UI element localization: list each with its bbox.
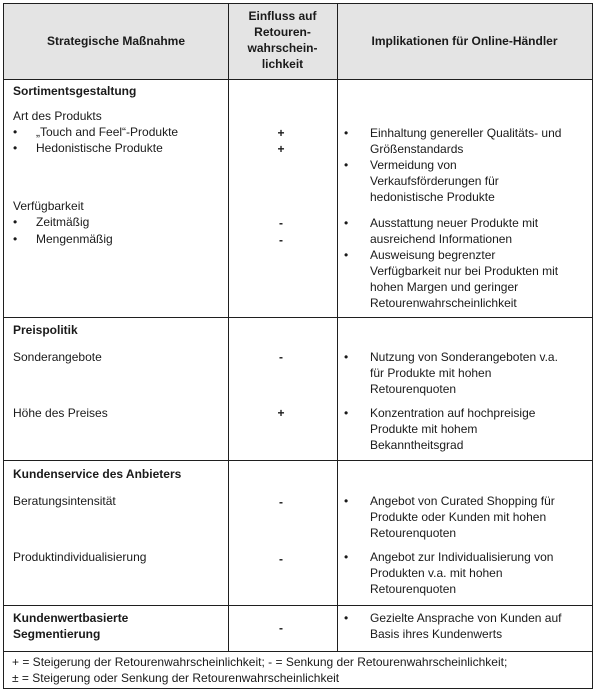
bullet-icon: • [344,494,349,508]
header-influence-line1: Einfluss auf [248,9,317,23]
sign-zeitmaessig: - [279,216,283,230]
sign-sonderangebote: - [279,350,283,364]
bullet-icon: • [344,406,349,420]
impl-curated-shopping: Angebot von Curated Shopping für [370,494,555,508]
table-frame [3,3,593,689]
legend-line-2: ± = Steigerung oder Senkung der Retourenwahrscheinlichkeit [12,671,340,685]
bullet-icon: • [344,158,349,172]
col-divider-2 [337,4,338,651]
impl-informationen: ausreichend Informationen [370,232,513,246]
sign-hoehe-des-preises: + [277,406,285,420]
impl-kundenwert: Basis ihres Kundenwerts [370,627,503,641]
impl-kundenwert: Gezielte Ansprache von Kunden auf [370,611,562,625]
impl-begrenzte-verfuegbarkeit: hohen Margen und geringer [370,280,519,294]
sign-segmentierung: - [279,621,283,635]
bullet-icon: • [344,216,349,230]
impl-individualisierung: Retourenquoten [370,582,457,596]
impl-verkaufsfoerderung: Vermeidung von [370,158,457,172]
row-divider-preis [4,317,592,318]
row-divider-legend [4,651,592,652]
header-influence-line3: wahrschein- [247,41,318,55]
impl-hochpreisige-produkte: Bekanntheitsgrad [370,438,464,452]
impl-begrenzte-verfuegbarkeit: Retourenwahrscheinlichkeit [370,296,517,310]
bullet-icon: • [344,126,349,140]
impl-sonderangebote: Retourenquoten [370,382,457,396]
item-mengenmaessig: Mengenmäßig [36,232,113,246]
bullet-icon: • [13,141,18,155]
impl-informationen: Ausstattung neuer Produkte mit [370,216,539,230]
row-divider-kunden [4,460,592,461]
bullet-icon: • [344,248,349,262]
item-sonderangebote: Sonderangebote [13,350,102,364]
item-zeitmaessig: Zeitmäßig [36,215,90,229]
sign-mengenmaessig: - [279,233,283,247]
bullet-icon: • [13,125,18,139]
sign-beratungsintensitaet: - [279,495,283,509]
label-art-des-produkts: Art des Produkts [13,109,102,123]
col-divider-1 [228,4,229,651]
impl-hochpreisige-produkte: Konzentration auf hochpreisige [370,406,536,420]
impl-begrenzte-verfuegbarkeit: Verfügbarkeit nur bei Produkten mit [370,264,559,278]
section-title-kundenservice: Kundenservice des Anbieters [13,467,182,481]
legend-line-1: + = Steigerung der Retourenwahrscheinlichkeit; - = Senkung der Retourenwahrscheinlichkeit; [12,655,508,669]
header-influence-line2: Retouren- [254,25,311,39]
header-influence-line4: lichkeit [261,57,304,71]
impl-verkaufsfoerderung: Verkaufsförderungen für [370,174,499,188]
section-title-sortiment: Sortimentsgestaltung [13,84,137,98]
section-title-segmentierung: Kundenwertbasierte [13,611,129,625]
impl-individualisierung: Produkten v.a. mit hohen [370,566,503,580]
impl-qualitaetsstandards: Größenstandards [370,142,464,156]
section-title-preispolitik: Preispolitik [13,323,78,337]
bullet-icon: • [344,550,349,564]
impl-begrenzte-verfuegbarkeit: Ausweisung begrenzter [370,248,496,262]
impl-qualitaetsstandards: Einhaltung genereller Qualitäts- und [370,126,562,140]
sign-hedonistische-produkte: + [277,142,285,156]
item-hoehe-des-preises: Höhe des Preises [13,406,108,420]
bullet-icon: • [13,232,18,246]
impl-curated-shopping: Retourenquoten [370,526,457,540]
item-touch-and-feel: „Touch and Feel“-Produkte [36,125,179,139]
section-title-segmentierung: Segmentierung [13,627,101,641]
item-hedonistische-produkte: Hedonistische Produkte [36,141,163,155]
header-strategic-measure: Strategische Maßnahme [46,34,186,48]
impl-verkaufsfoerderung: hedonistische Produkte [370,190,495,204]
bullet-icon: • [13,215,18,229]
impl-sonderangebote: Nutzung von Sonderangeboten v.a. [370,350,558,364]
item-produktindividualisierung: Produktindividualisierung [13,550,147,564]
impl-curated-shopping: Produkte oder Kunden mit hohen [370,510,547,524]
impl-sonderangebote: für Produkte mit hohen [370,366,492,380]
item-beratungsintensitaet: Beratungsintensität [13,494,116,508]
bullet-icon: • [344,350,349,364]
sign-produktindividualisierung: - [279,552,283,566]
label-verfuegbarkeit: Verfügbarkeit [13,199,84,213]
bullet-icon: • [344,611,349,625]
header-implications: Implikationen für Online-Händler [371,34,558,48]
impl-hochpreisige-produkte: Produkte mit hohem [370,422,478,436]
row-divider-segment [4,605,592,606]
sign-touch-and-feel: + [277,126,285,140]
impl-individualisierung: Angebot zur Individualisierung von [370,550,554,564]
